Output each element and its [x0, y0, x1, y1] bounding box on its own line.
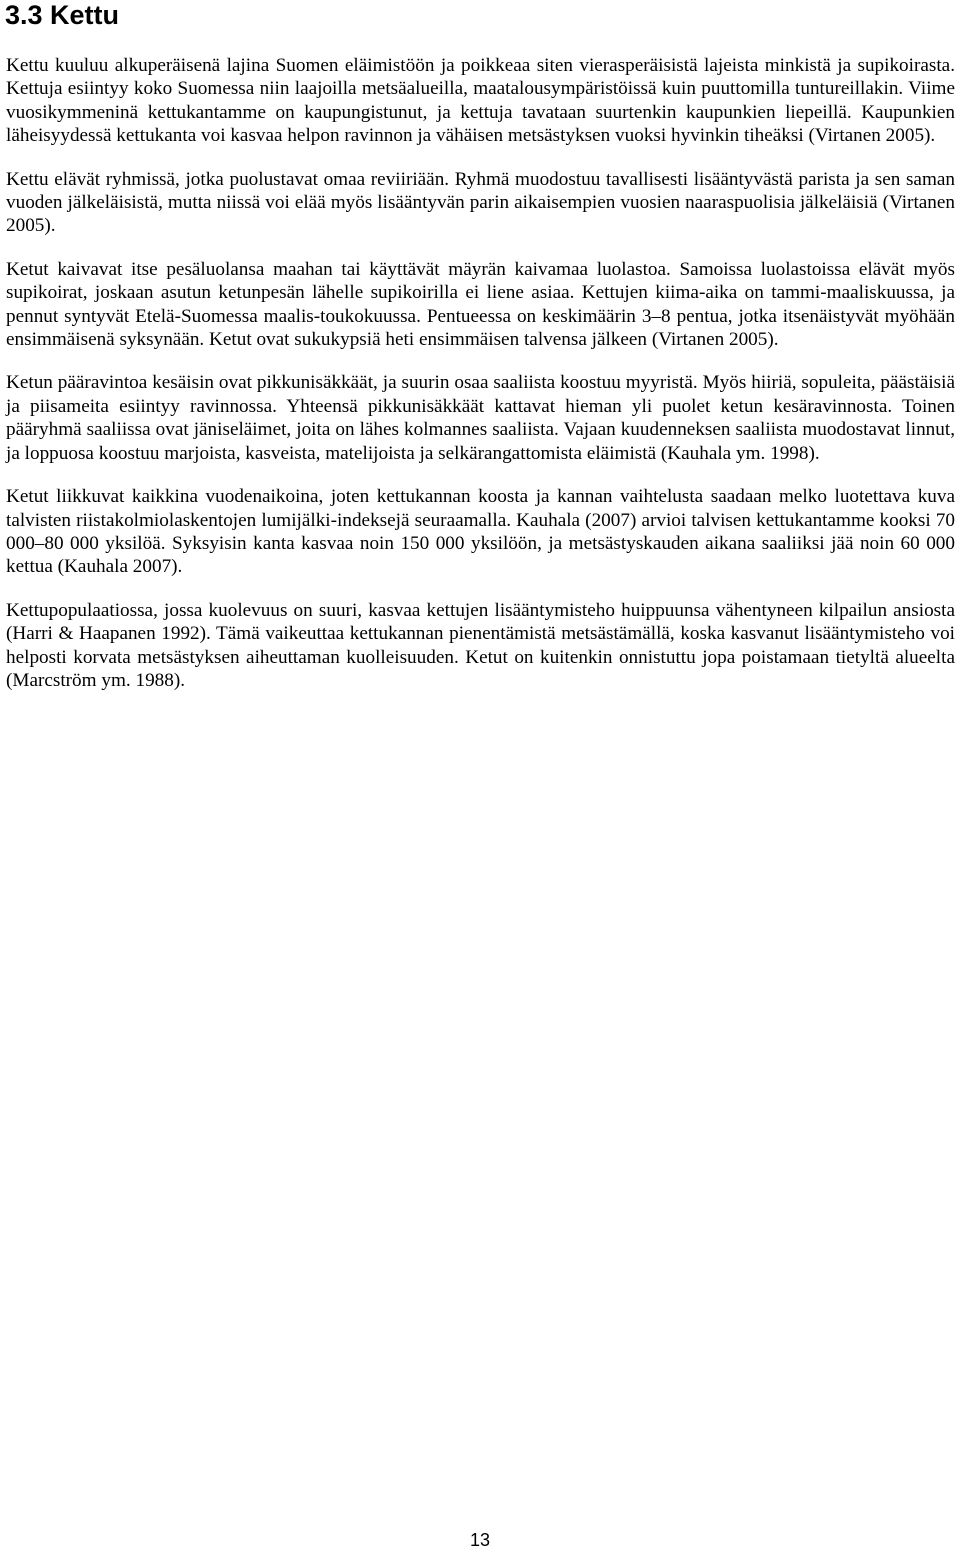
paragraph-4: Ketun pääravintoa kesäisin ovat pikkunisäkkäät, ja suurin osaa saaliista koostuu myyristä. Myös hiiriä, sopuleita, päästäisiä ja piisameita esiintyy ravinnossa. Yhteensä pikkunisäkkäät kattavat hieman yli puolet ketun kesäravinnosta. Toinen pääryhmä saaliissa ovat jäniseläimet, joita on lähes kolmannes saaliista. Vajaan kuudenneksen saaliista muodostavat linnut, ja loppuosa koostuu marjoista, kasveista, matelijoista ja selkärangattomista eläimistä (Kauhala ym. 1998).	[6, 372, 955, 464]
section-heading: 3.3 Kettu	[5, 0, 120, 30]
paragraph-6: Kettupopulaatiossa, jossa kuolevuus on suuri, kasvaa kettujen lisääntymisteho huippuunsa vähentyneen kilpailun ansiosta (Harri & Haapanen 1992). Tämä vaikeuttaa kettukannan pienentämistä metsästämällä, koska kasvanut lisääntymisteho voi helposti korvata metsästyksen aiheuttaman kuolleisuuden. Ketut on kuitenkin onnistuttu jopa poistamaan tietyltä alueelta (Marcström ym. 1988).	[6, 599, 955, 691]
paragraph-5: Ketut liikkuvat kaikkina vuodenaikoina, joten kettukannan koosta ja kannan vaihtelusta saadaan melko luotettava kuva talvisten riistakolmiolaskentojen lumijälki-indeksejä seuraamalla. Kauhala (2007) arvioi talvisen kettukantamme kooksi 70 000–80 000 yksilöä. Syksyisin kanta kasvaa noin 150 000 yksilöön, ja metsästyskauden aikana saaliiksi jää noin 60 000 kettua (Kauhala 2007).	[6, 486, 955, 578]
paragraph-2: Kettu elävät ryhmissä, jotka puolustavat omaa reviiriään. Ryhmä muodostuu tavallisesti lisääntyvästä parista ja sen saman vuoden jälkeläisistä, mutta niissä voi elää myös lisääntyvän parin aikaisempien vuosien naaraspuolisia jälkeläisiä (Virtanen 2005).	[6, 168, 955, 237]
paragraph-1: Kettu kuuluu alkuperäisenä lajina Suomen eläimistöön ja poikkeaa siten vierasperäisistä lajeista minkistä ja supikoirasta. Kettuja esiintyy koko Suomessa niin laajoilla metsäalueilla, maatalousympäristöissä kuin puuttomilla tuntureillakin. Viime vuosikymmeninä kettukantamme on kaupungistunut, ja kettuja tavataan suurtenkin kaupunkien liepeillä. Kaupunkien läheisyydessä kettukanta voi kasvaa helpon ravinnon ja vähäisen metsästyksen vuoksi hyvinkin tiheäksi (Virtanen 2005).	[6, 55, 955, 147]
body-text	[6, 54, 955, 712]
paragraph-3: Ketut kaivavat itse pesäluolansa maahan tai käyttävät mäyrän kaivamaa luolastoa. Samoissa luolastoissa elävät myös supikoirat, joskaan asutun ketunpesän lähelle supikoirilla ei liene asiaa. Kettujen kiima-aika on tammi-maaliskuussa, ja pennut syntyvät Etelä-Suomessa maalis-toukokuussa. Pentueessa on keskimäärin 3–8 pentua, jotka itsenäistyvät myöhään ensimmäisenä syksynään. Ketut ovat sukukypsiä heti ensimmäisen talvensa jälkeen (Virtanen 2005).	[6, 258, 955, 351]
page-number: 13	[469, 1530, 491, 1550]
